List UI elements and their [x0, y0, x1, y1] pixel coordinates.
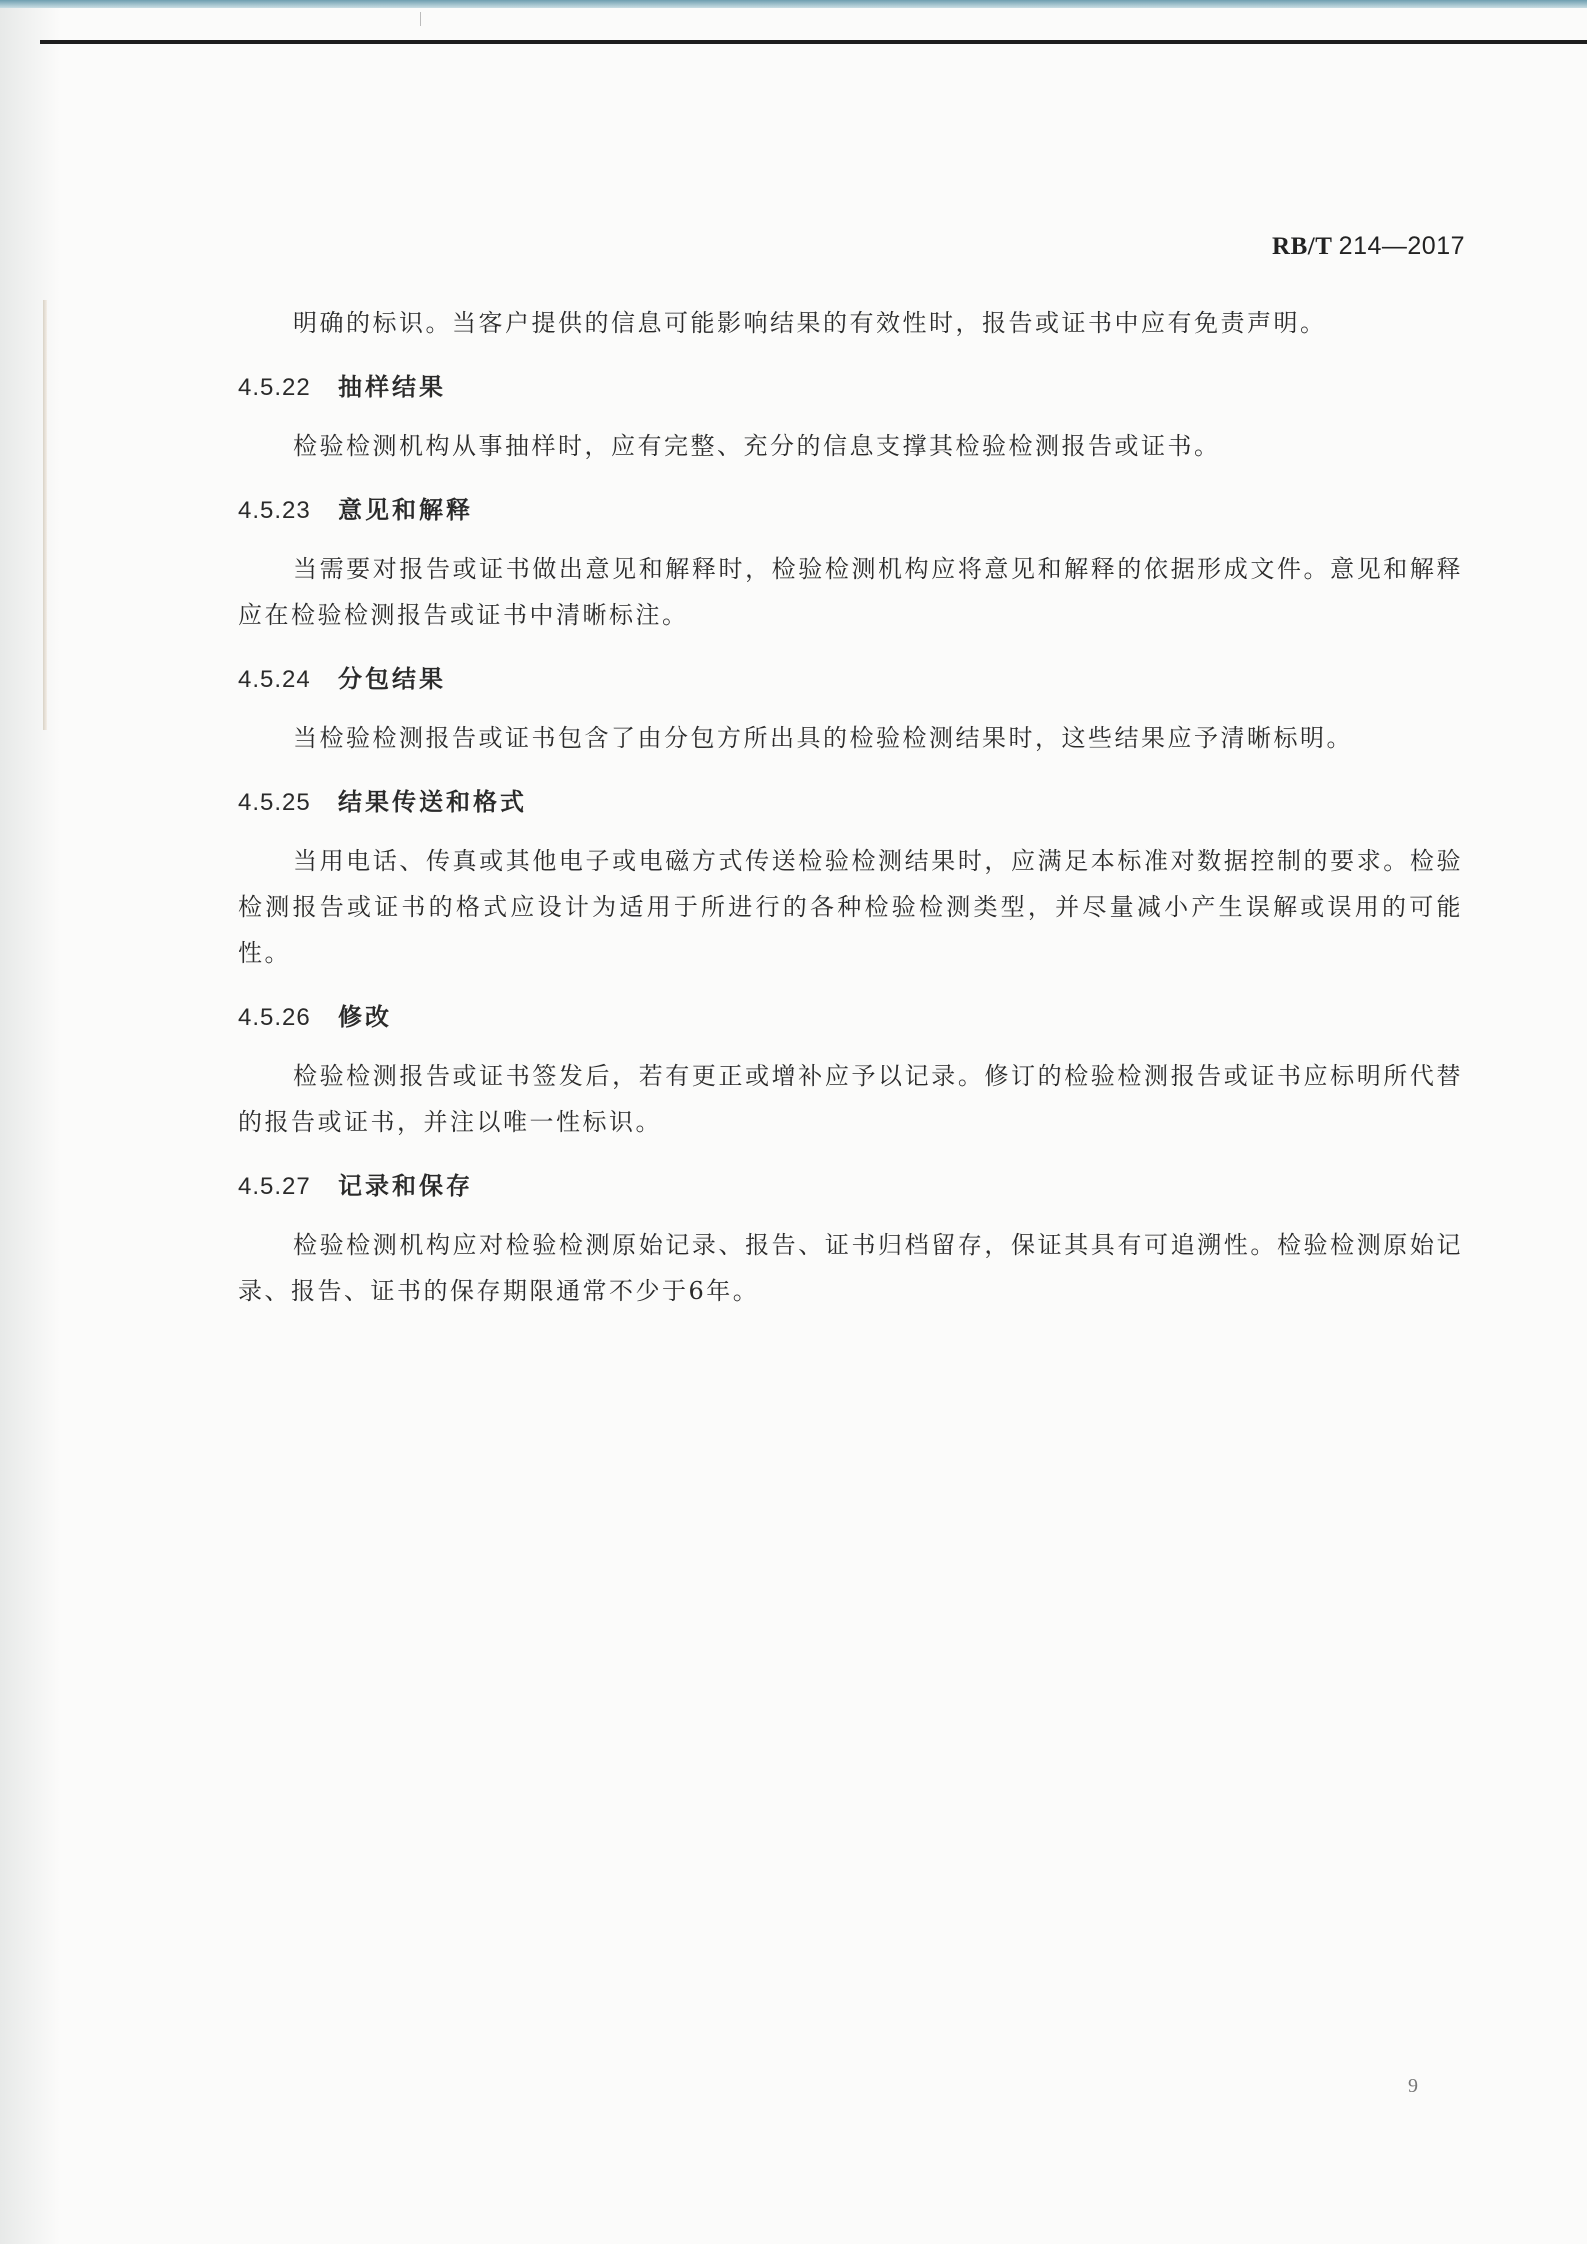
section-paragraph: 检验检测报告或证书签发后，若有更正或增补应予以记录。修订的检验检测报告或证书应标明所代替的报告或证书，并注以唯一性标识。	[238, 1062, 1463, 1136]
page-number: 9	[1408, 2075, 1418, 2097]
section-number: 4.5.22	[238, 374, 311, 401]
section-number: 4.5.25	[238, 789, 311, 816]
section-paragraph: 当用电话、传真或其他电子或电磁方式传送检验检测结果时，应满足本标准对数据控制的要求。检验检测报告或证书的格式应设计为适用于所进行的各种检验检测类型，并尽量减小产生误解或误用的可能性。	[238, 847, 1463, 967]
standard-code-number: 214—2017	[1338, 232, 1465, 260]
section-paragraph: 检验检测机构应对检验检测原始记录、报告、证书归档留存，保证其具有可追溯性。检验检测原始记录、报告、证书的保存期限通常不少于6年。	[238, 1231, 1463, 1305]
intro-paragraph: 明确的标识。当客户提供的信息可能影响结果的有效性时，报告或证书中应有免责声明。	[293, 309, 1327, 337]
scan-fold-mark	[43, 300, 47, 730]
section-paragraph: 当需要对报告或证书做出意见和解释时，检验检测机构应将意见和解释的依据形成文件。意见和解释应在检验检测报告或证书中清晰标注。	[238, 555, 1463, 629]
section-4-5-26	[238, 994, 1463, 1145]
section-title: 分包结果	[338, 665, 446, 693]
section-heading	[238, 1163, 1463, 1210]
section-4-5-27	[238, 1163, 1463, 1314]
section-4-5-25	[238, 779, 1463, 976]
section-heading	[238, 487, 1463, 534]
section-title: 结果传送和格式	[338, 788, 527, 816]
section-4-5-24	[238, 656, 1463, 761]
scan-edge-strip	[0, 0, 1587, 8]
section-heading	[238, 364, 1463, 411]
section-title: 意见和解释	[338, 496, 473, 524]
standard-code	[1272, 232, 1465, 261]
document-body	[238, 300, 1463, 1314]
section-title: 记录和保存	[338, 1172, 473, 1200]
section-number: 4.5.26	[238, 1004, 311, 1031]
section-number: 4.5.27	[238, 1173, 311, 1200]
section-4-5-22	[238, 364, 1463, 469]
section-number: 4.5.23	[238, 497, 311, 524]
section-4-5-23	[238, 487, 1463, 638]
section-number: 4.5.24	[238, 666, 311, 693]
standard-code-prefix: RB/T	[1272, 233, 1332, 260]
section-title: 抽样结果	[338, 373, 446, 401]
scan-left-shadow	[0, 8, 60, 2244]
scan-top-rule	[40, 40, 1587, 44]
scan-tick-mark	[420, 12, 421, 26]
section-heading	[238, 779, 1463, 826]
section-title: 修改	[338, 1003, 392, 1031]
section-paragraph: 当检验检测报告或证书包含了由分包方所出具的检验检测结果时，这些结果应予清晰标明。	[293, 724, 1353, 752]
section-heading	[238, 994, 1463, 1041]
section-paragraph: 检验检测机构从事抽样时，应有完整、充分的信息支撑其检验检测报告或证书。	[293, 432, 1221, 460]
section-heading	[238, 656, 1463, 703]
